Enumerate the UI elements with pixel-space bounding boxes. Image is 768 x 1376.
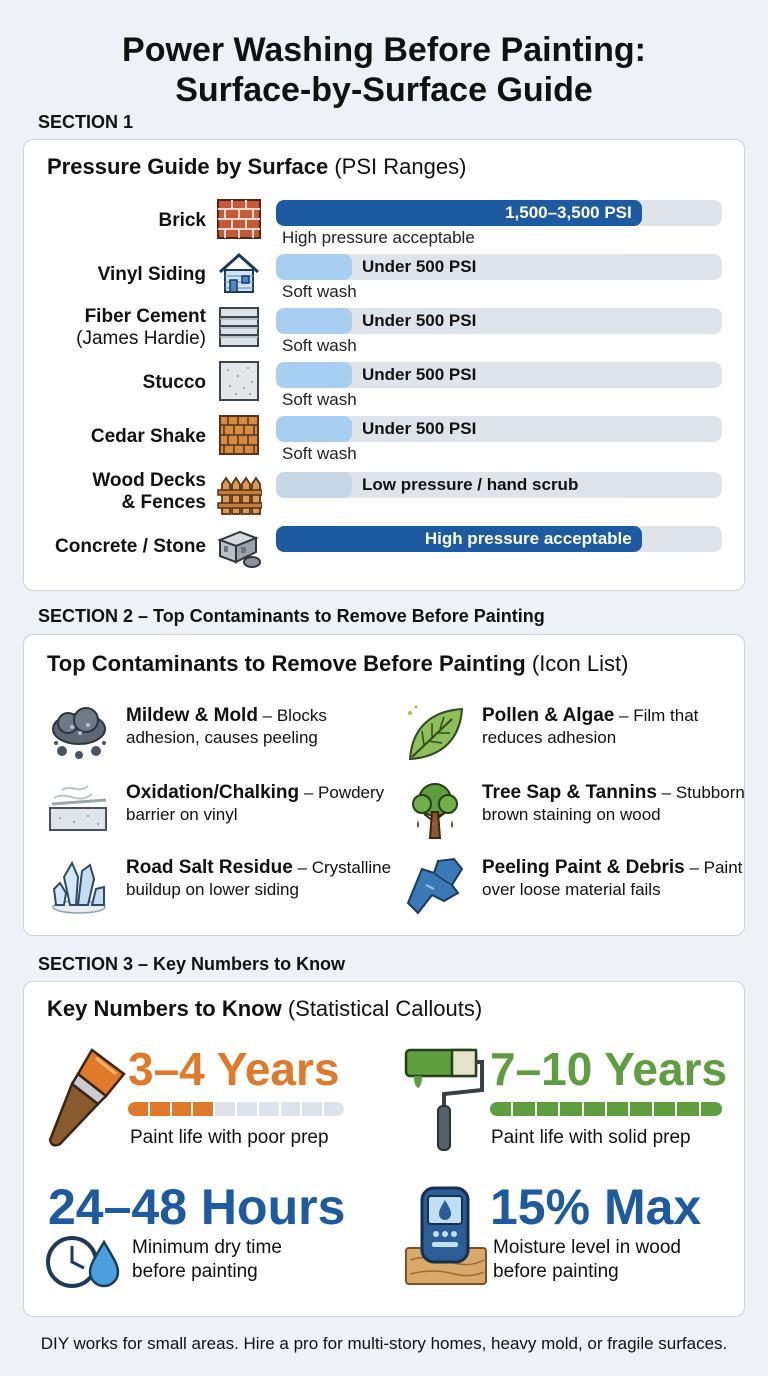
peeling-paint-icon xyxy=(404,855,466,917)
paint-roller-icon xyxy=(400,1044,484,1154)
contaminant-title: Mildew & Mold xyxy=(126,705,258,726)
psi-bar-fill xyxy=(276,416,352,442)
surface-row xyxy=(24,470,746,522)
psi-bar-track xyxy=(276,472,722,498)
psi-bar-label: Under 500 PSI xyxy=(362,365,477,384)
key-numbers-heading-bold: Key Numbers to Know xyxy=(47,996,282,1021)
surface-name-text: Vinyl Siding xyxy=(97,264,206,285)
surface-row xyxy=(24,360,746,412)
tree-icon xyxy=(404,780,466,842)
contaminant-title: Oxidation/Chalking xyxy=(126,782,300,803)
contaminant-desc: – Crystalline buildup on lower siding xyxy=(126,858,392,899)
contaminant-tree-sap-tannins xyxy=(404,780,744,850)
cedar-shake-icon xyxy=(216,412,262,458)
progress-segment xyxy=(654,1102,675,1116)
brick-icon xyxy=(216,196,262,242)
stat-value: 3–4 Years xyxy=(128,1043,340,1095)
surface-note: Soft wash xyxy=(282,336,357,355)
pressure-guide-heading-rest: (PSI Ranges) xyxy=(328,154,467,179)
key-numbers-heading-rest: (Statistical Callouts) xyxy=(281,996,483,1021)
fiber-cement-icon xyxy=(216,304,262,350)
title-line-2: Surface-by-Surface Guide xyxy=(175,71,593,109)
pressure-guide-heading-bold: Pressure Guide by Surface xyxy=(47,154,329,179)
psi-bar-label: Under 500 PSI xyxy=(362,257,477,276)
contaminant-desc: – Powdery barrier on vinyl xyxy=(126,783,385,824)
progress-segment xyxy=(630,1102,651,1116)
contaminant-title: Pollen & Algae xyxy=(482,705,615,726)
leaf-icon xyxy=(404,703,466,765)
progress-segment xyxy=(215,1102,235,1116)
progress-segment xyxy=(128,1102,148,1116)
stat-value: 7–10 Years xyxy=(490,1043,728,1095)
psi-bar-fill xyxy=(276,362,352,388)
moisture-meter-icon xyxy=(404,1182,488,1288)
progress-segment xyxy=(302,1102,322,1116)
progress-segment xyxy=(584,1102,605,1116)
progress-segment xyxy=(607,1102,628,1116)
stat-value: 24–48 Hours xyxy=(48,1179,346,1235)
progress-segment xyxy=(513,1102,534,1116)
psi-bar-fill xyxy=(276,254,352,280)
surface-name-sub: (James Hardie) xyxy=(76,328,206,349)
psi-bar-label: High pressure acceptable xyxy=(424,529,632,548)
stat-progress-bar xyxy=(490,1102,722,1116)
contaminant-text xyxy=(482,857,757,901)
page-title xyxy=(0,30,768,110)
contaminant-title: Peeling Paint & Debris xyxy=(482,857,685,878)
key-numbers-card xyxy=(23,981,745,1317)
fence-icon xyxy=(216,472,262,518)
surface-row xyxy=(24,306,746,358)
concrete-block-icon xyxy=(216,522,262,568)
contaminant-text xyxy=(126,782,401,826)
progress-segment xyxy=(324,1102,344,1116)
surface-name-text: Fiber Cement xyxy=(84,306,206,327)
psi-bar-track xyxy=(276,526,722,552)
contaminant-text xyxy=(482,705,757,749)
stat-caption: Paint life with solid prep xyxy=(491,1127,691,1148)
salt-crystal-icon xyxy=(48,855,110,917)
psi-bar-label: Low pressure / hand scrub xyxy=(362,475,579,494)
paintbrush-icon xyxy=(44,1044,134,1154)
psi-bar-track xyxy=(276,254,722,280)
surface-name xyxy=(91,426,206,448)
contaminants-heading xyxy=(47,651,628,677)
house-icon xyxy=(216,250,262,296)
contaminant-pollen-algae xyxy=(404,703,744,773)
progress-segment xyxy=(537,1102,558,1116)
pressure-guide-card xyxy=(23,139,745,591)
surface-row xyxy=(24,252,746,304)
contaminant-road-salt xyxy=(48,855,392,925)
contaminant-peeling-paint xyxy=(404,855,744,925)
mold-cloud-icon xyxy=(48,703,110,765)
progress-segment xyxy=(560,1102,581,1116)
stat-caption: Minimum dry time before painting xyxy=(132,1237,282,1282)
surface-name xyxy=(158,210,206,232)
footer-note: DIY works for small areas. Hire a pro for multi-story homes, heavy mold, or fragile surfaces. xyxy=(40,1334,728,1353)
psi-bar-track xyxy=(276,308,722,334)
psi-bar-track xyxy=(276,362,722,388)
progress-segment xyxy=(281,1102,301,1116)
surface-row xyxy=(24,198,746,250)
surface-name xyxy=(143,372,206,394)
surface-name-text: Stucco xyxy=(142,372,206,393)
surface-name-sub: & Fences xyxy=(121,492,206,513)
surface-name xyxy=(76,306,206,350)
surface-note: Soft wash xyxy=(282,390,357,409)
section2-label: SECTION 2 – Top Contaminants to Remove Before Painting xyxy=(38,606,545,626)
contaminants-heading-bold: Top Contaminants to Remove Before Painting xyxy=(47,651,526,676)
contaminant-text xyxy=(126,857,401,901)
contaminants-heading-rest: (Icon List) xyxy=(525,651,629,676)
contaminant-text xyxy=(126,705,401,749)
key-numbers-heading xyxy=(47,996,482,1022)
contaminant-oxidation-chalking xyxy=(48,780,388,850)
progress-segment xyxy=(172,1102,192,1116)
contaminant-desc: – Blocks adhesion, causes peeling xyxy=(126,706,327,747)
progress-segment xyxy=(490,1102,511,1116)
surface-note: Soft wash xyxy=(282,282,357,301)
pressure-guide-heading xyxy=(47,154,466,180)
psi-bar-label: Under 500 PSI xyxy=(362,419,477,438)
progress-segment xyxy=(193,1102,213,1116)
chalk-panel-icon xyxy=(48,780,110,842)
contaminant-text xyxy=(482,782,757,826)
surface-note: High pressure acceptable xyxy=(282,228,475,247)
stucco-icon xyxy=(216,358,262,404)
progress-segment xyxy=(677,1102,698,1116)
psi-bar-track xyxy=(276,416,722,442)
contaminants-card xyxy=(23,634,745,936)
surface-note: Soft wash xyxy=(282,444,357,463)
psi-bar-track xyxy=(276,200,722,226)
stat-caption: Paint life with poor prep xyxy=(130,1127,329,1148)
surface-name-text: Brick xyxy=(158,210,206,231)
psi-bar-fill xyxy=(276,308,352,334)
section1-label: SECTION 1 xyxy=(38,112,134,132)
stat-progress-bar xyxy=(128,1102,344,1116)
section3-label: SECTION 3 – Key Numbers to Know xyxy=(38,954,346,974)
contaminant-desc: – Stubborn brown staining on wood xyxy=(482,783,745,824)
surface-name-text: Cedar Shake xyxy=(90,426,206,447)
stat-caption: Moisture level in wood before painting xyxy=(493,1237,681,1282)
contaminant-mildew-mold xyxy=(48,703,388,773)
stat-value: 15% Max xyxy=(490,1179,702,1235)
surface-row xyxy=(24,414,746,466)
progress-segment xyxy=(701,1102,722,1116)
progress-segment xyxy=(150,1102,170,1116)
contaminant-title: Road Salt Residue xyxy=(126,857,293,878)
psi-bar-label: 1,500–3,500 PSI xyxy=(505,203,632,222)
contaminant-title: Tree Sap & Tannins xyxy=(482,782,657,803)
psi-bar-label: Under 500 PSI xyxy=(362,311,477,330)
surface-name xyxy=(92,470,206,514)
surface-row xyxy=(24,524,746,576)
surface-name-text: Wood Decks xyxy=(92,470,206,491)
psi-bar-fill xyxy=(276,472,352,498)
title-line-1: Power Washing Before Painting: xyxy=(122,31,646,69)
surface-name xyxy=(98,264,206,286)
contaminant-desc: – Film that reduces adhesion xyxy=(482,706,699,747)
contaminant-desc: – Paint over loose material fails xyxy=(482,858,743,899)
progress-segment xyxy=(259,1102,279,1116)
progress-segment xyxy=(237,1102,257,1116)
clock-water-drop-icon xyxy=(46,1234,122,1290)
surface-name-text: Concrete / Stone xyxy=(55,536,206,557)
surface-name xyxy=(55,536,206,558)
